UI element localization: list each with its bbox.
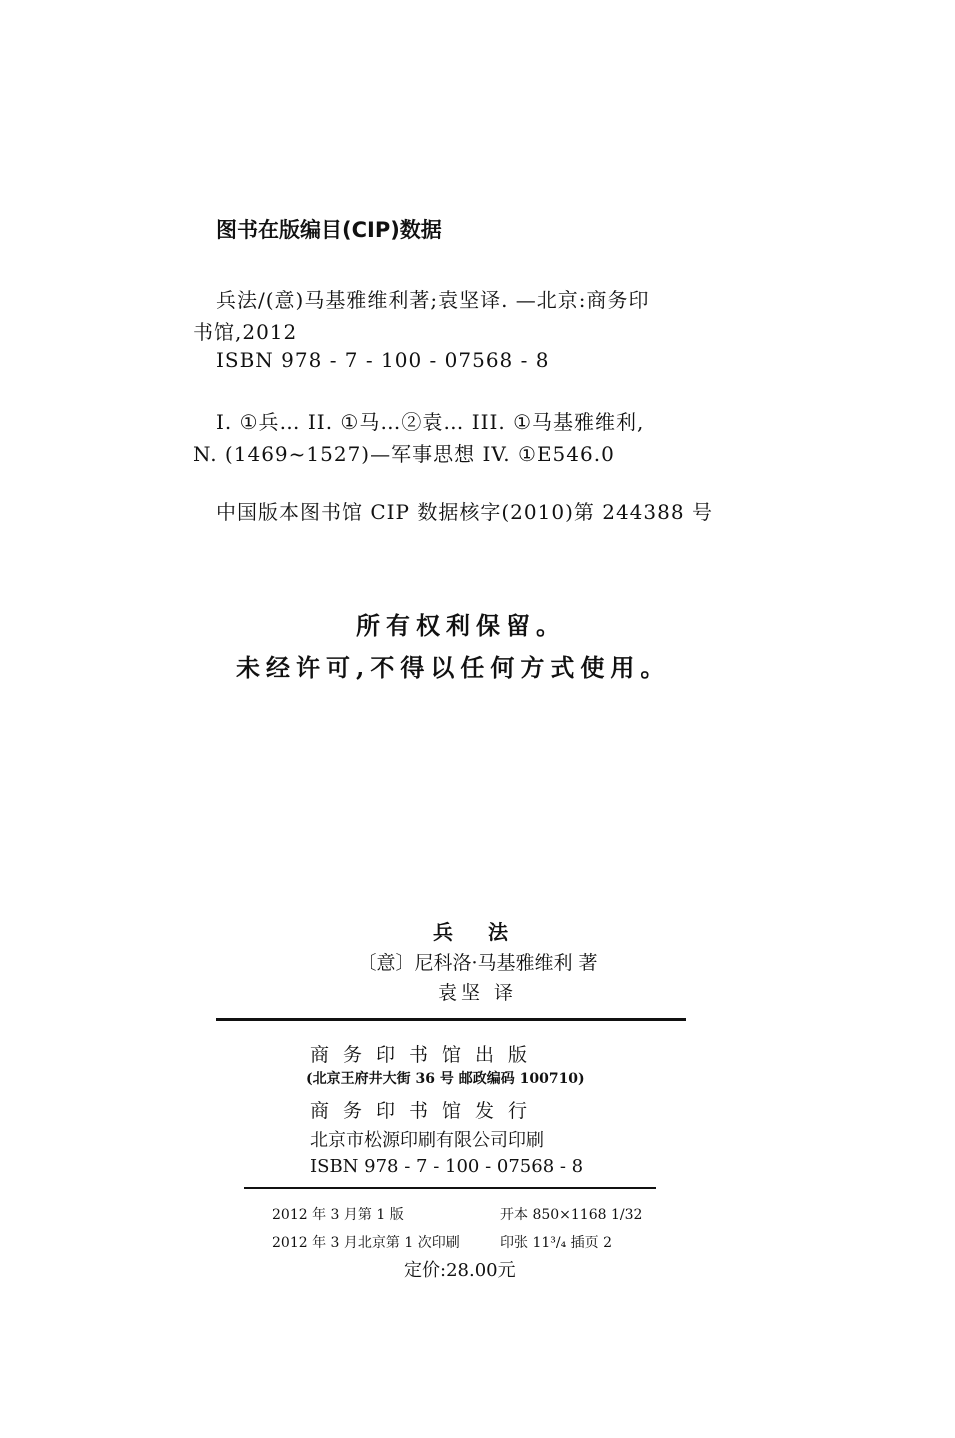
rights-usage-notice: 未经许可,不得以任何方式使用。 [236,653,671,682]
cip-title: 图书在版编目(CIP)数据 [216,218,442,242]
sheets-info: 印张 11³/₄ 插页 2 [500,1235,613,1251]
book-translator: 袁坚 译 [437,982,518,1004]
cip-record-number: 中国版本图书馆 CIP 数据核字(2010)第 244388 号 [216,500,713,524]
top-rule [216,1018,686,1021]
colophon-isbn: ISBN 978 - 7 - 100 - 07568 - 8 [310,1156,584,1177]
cip-isbn: ISBN 978 - 7 - 100 - 07568 - 8 [216,348,550,372]
rights-reserved: 所有权利保留。 [356,611,566,640]
book-title: 兵 法 [433,920,522,944]
edition-info: 2012 年 3 月第 1 版 [272,1207,404,1223]
bottom-rule [244,1187,656,1189]
cip-classification-line1: I. ①兵… II. ①马…②袁… III. ①马基雅维利, [216,410,645,434]
printer: 北京市松源印刷有限公司印刷 [310,1130,544,1151]
book-author: 〔意〕尼科洛·马基雅维利 著 [357,952,598,974]
cip-entry-line2: 书馆,2012 [193,320,298,344]
price: 定价:28.00元 [404,1260,516,1281]
format-info: 开本 850×1168 1/32 [500,1207,643,1223]
cip-entry-line1: 兵法/(意)马基雅维利著;袁坚译. —北京:商务印 [216,288,650,312]
cip-classification-line2: N. (1469~1527)—军事思想 IV. ①E546.0 [193,442,615,466]
publisher: 商务印书馆出版 [310,1044,542,1066]
publisher-address: (北京王府井大街 36 号 邮政编码 100710) [306,1071,585,1087]
distributor: 商务印书馆发行 [310,1100,542,1122]
printing-info: 2012 年 3 月北京第 1 次印刷 [272,1235,460,1251]
